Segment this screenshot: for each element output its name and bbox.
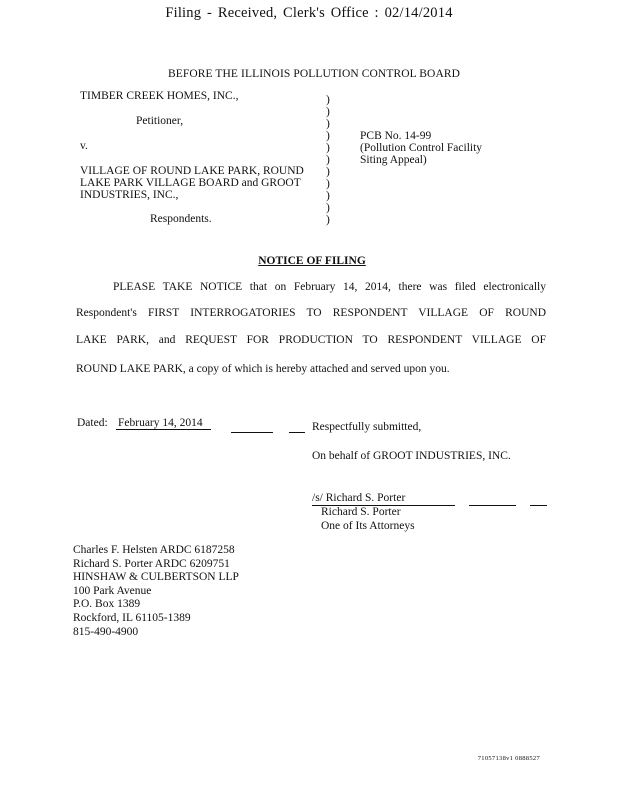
caption-divider <box>326 94 334 226</box>
caption-paren: ) <box>326 142 330 154</box>
versus: v. <box>80 140 88 152</box>
body-line: LAKE PARK, and REQUEST FOR PRODUCTION TO RESPONDENT VILLAGE OF <box>76 334 546 346</box>
counsel-block <box>73 544 239 639</box>
counsel-line: 815-490-4900 <box>73 625 139 638</box>
caption-paren: ) <box>326 178 330 190</box>
caption-paren: ) <box>326 118 330 130</box>
document-number: 71057138v1 0888527 <box>477 755 540 762</box>
counsel-line: HINSHAW & CULBERTSON LLP <box>73 571 239 584</box>
counsel-line: P.O. Box 1389 <box>73 598 141 611</box>
signature-rule <box>469 505 516 506</box>
caption-paren: ) <box>326 106 330 118</box>
petitioner-role: Petitioner, <box>136 115 184 127</box>
caption-paren: ) <box>326 202 330 214</box>
counsel-line: Richard S. Porter ARDC 6209751 <box>73 557 230 570</box>
caption-paren: ) <box>326 166 330 178</box>
caption-paren: ) <box>326 190 330 202</box>
counsel-line: 100 Park Avenue <box>73 584 152 597</box>
counsel-line: Rockford, IL 61105-1389 <box>73 611 191 624</box>
notice-title: NOTICE OF FILING <box>258 255 366 267</box>
dated-label: Dated: <box>77 417 108 429</box>
signatory-role: One of Its Attorneys <box>321 520 415 532</box>
counsel-line: Charles F. Helsten ARDC 6187258 <box>73 544 235 556</box>
case-number-block <box>360 130 482 166</box>
case-description-2: Siting Appeal) <box>360 154 427 166</box>
on-behalf-of: On behalf of GROOT INDUSTRIES, INC. <box>312 450 511 462</box>
dated-value: February 14, 2014 <box>116 417 211 430</box>
signatory-name: Richard S. Porter <box>321 506 401 518</box>
blank-rule <box>289 432 305 433</box>
blank-rule <box>231 432 273 433</box>
respondent-line-3: INDUSTRIES, INC., <box>80 189 179 201</box>
signature-rule <box>530 505 547 506</box>
respondent-line-1: VILLAGE OF ROUND LAKE PARK, ROUND <box>80 165 304 177</box>
respondent-line-2: LAKE PARK VILLAGE BOARD and GROOT <box>80 177 301 189</box>
body-line: ROUND LAKE PARK, a copy of which is hereby attached and served upon you. <box>76 363 450 375</box>
filing-stamp: Filing - Received, Clerk's Office : 02/14/2014 <box>165 5 453 21</box>
caption-paren: ) <box>326 214 330 226</box>
case-description-1: (Pollution Control Facility <box>360 142 483 154</box>
caption-paren: ) <box>326 94 330 106</box>
body-line: PLEASE TAKE NOTICE that on February 14, 2014, there was filed electronically <box>113 281 546 293</box>
board-heading: BEFORE THE ILLINOIS POLLUTION CONTROL BOARD <box>167 68 461 80</box>
caption-paren: ) <box>326 130 330 142</box>
petitioner-name: TIMBER CREEK HOMES, INC., <box>80 90 239 102</box>
respondent-role: Respondents. <box>150 213 212 225</box>
case-number: PCB No. 14-99 <box>360 130 432 142</box>
body-line: Respondent's FIRST INTERROGATORIES TO RESPONDENT VILLAGE OF ROUND <box>76 307 546 319</box>
caption-paren: ) <box>326 154 330 166</box>
respectfully-submitted: Respectfully submitted, <box>312 421 422 433</box>
electronic-signature: /s/ Richard S. Porter <box>312 492 406 504</box>
